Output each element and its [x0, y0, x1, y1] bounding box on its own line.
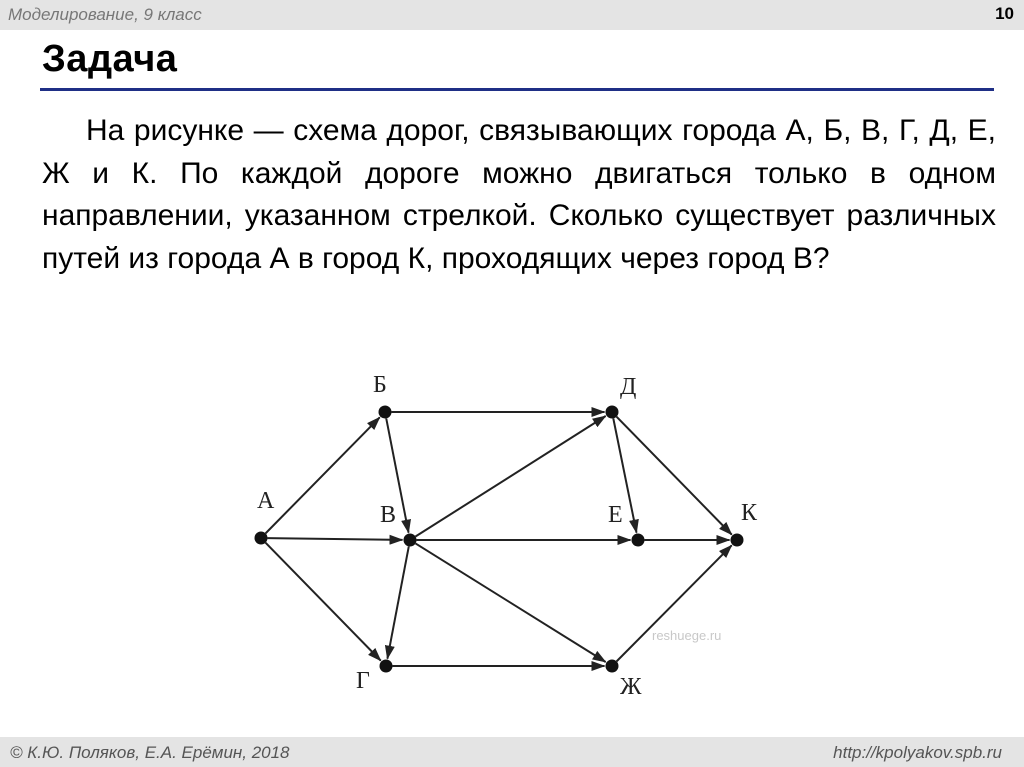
- node-label-v: В: [380, 502, 397, 528]
- node-b: [379, 406, 392, 419]
- edge-v-zh: [416, 543, 606, 662]
- footer-copyright: © К.Ю. Поляков, Е.А. Ерёмин, 2018: [10, 743, 290, 762]
- node-e: [632, 534, 645, 547]
- slide-number: 10: [995, 4, 1014, 23]
- node-label-b: Б: [373, 372, 387, 398]
- node-a: [255, 532, 268, 545]
- slide-title: Задача: [42, 38, 178, 80]
- node-label-d: Д: [620, 374, 637, 400]
- node-label-k: К: [741, 500, 758, 526]
- node-label-zh: Ж: [620, 674, 642, 700]
- node-label-a: А: [257, 488, 275, 514]
- edge-a-b: [266, 417, 380, 533]
- header-bar: [0, 0, 1024, 30]
- node-g: [380, 660, 393, 673]
- edge-v-d: [415, 416, 605, 537]
- graph-canvas: [220, 355, 780, 700]
- node-zh: [606, 660, 619, 673]
- edge-a-v: [267, 538, 402, 540]
- edge-zh-k: [617, 545, 732, 661]
- footer-url[interactable]: http://kpolyakov.spb.ru: [833, 743, 1002, 762]
- node-label-g: Г: [356, 668, 370, 694]
- edge-v-g: [387, 546, 408, 658]
- node-label-e: Е: [608, 502, 623, 528]
- footer-bar: [0, 737, 1024, 767]
- road-graph: [220, 355, 780, 700]
- node-d: [606, 406, 619, 419]
- edge-a-g: [266, 543, 381, 661]
- task-text: На рисунке — схема дорог, связывающих города А, Б, В, Г, Д, Е, Ж и К. По каждой дороге можно двигаться только в одном направлении, указанном стрелкой. Сколько существует различных путей из города А в город К, проходящих через город В?: [42, 114, 996, 275]
- node-v: [404, 534, 417, 547]
- watermark-text: reshuege.ru: [652, 628, 722, 643]
- title-underline: [40, 88, 994, 91]
- node-k: [731, 534, 744, 547]
- course-title: Моделирование, 9 класс: [8, 5, 202, 24]
